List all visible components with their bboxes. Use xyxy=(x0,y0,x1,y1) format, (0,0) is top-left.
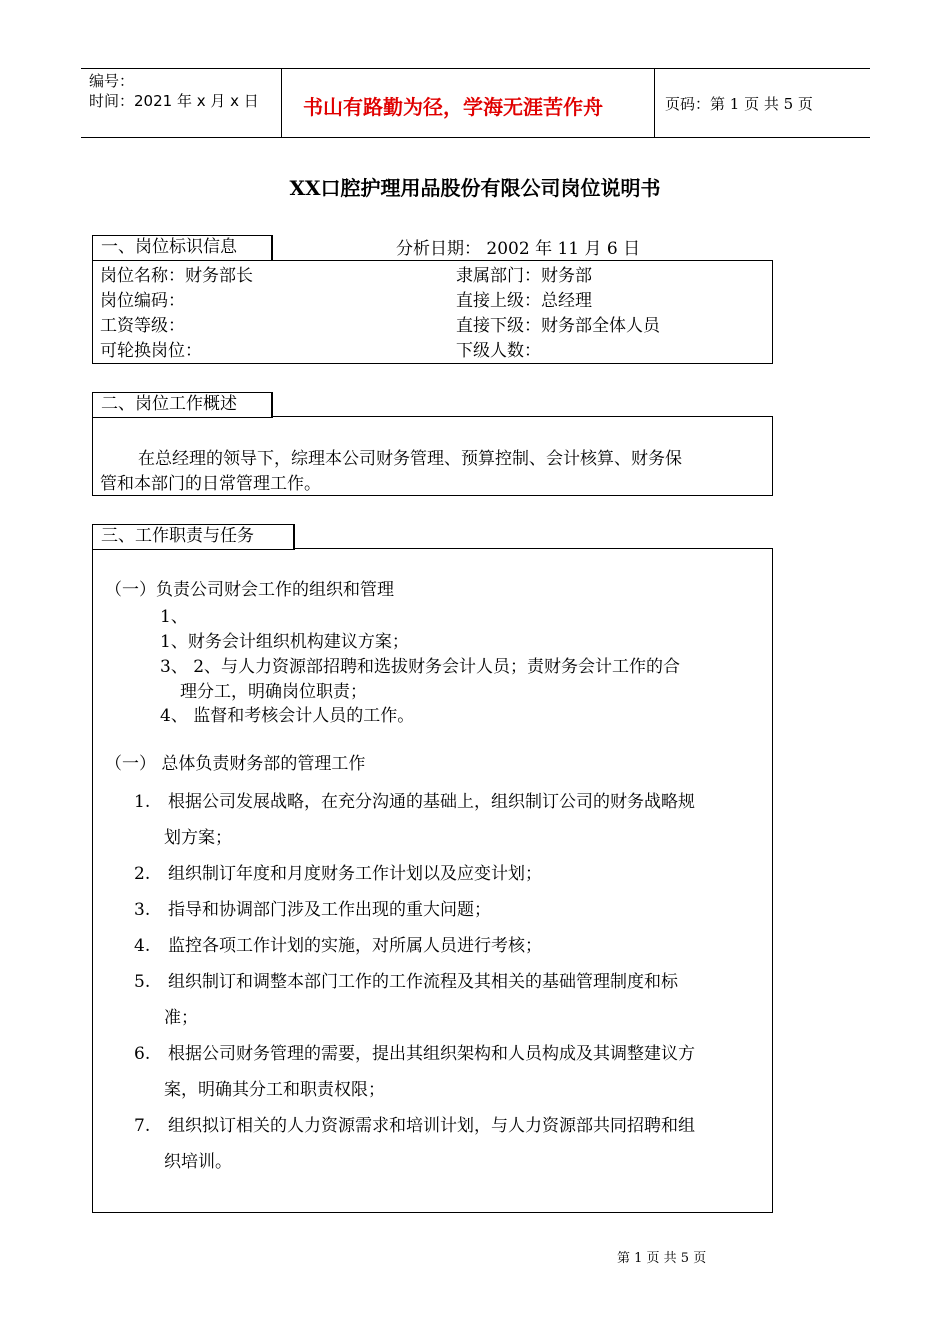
overview-text-line: 管和本部门的日常管理工作。 xyxy=(100,474,321,494)
page-footer: 第 1 页 共 5 页 xyxy=(617,1251,707,1266)
field-direct-subordinates: 直接下级：财务部全体人员 xyxy=(456,316,660,336)
page-header xyxy=(81,68,870,138)
field-rotation-position: 可轮换岗位： xyxy=(100,341,202,361)
duty-text: 根据公司发展战略，在充分沟通的基础上，组织制订公司的财务战略规 xyxy=(168,792,695,812)
section-duties-heading: 三、工作职责与任务 xyxy=(92,524,295,550)
field-department: 隶属部门：财务部 xyxy=(456,266,592,286)
duty-text-continuation: 准； xyxy=(164,1008,198,1028)
duty-number: 4. xyxy=(134,936,151,956)
duty-number: 7. xyxy=(134,1116,151,1136)
overview-text-line: 在总经理的领导下，综理本公司财务管理、预算控制、会计核算、财务保 xyxy=(138,449,682,469)
field-position-name: 岗位名称：财务部长 xyxy=(100,266,253,286)
duty-item: 4、 监督和考核会计人员的工作。 xyxy=(160,706,415,726)
field-direct-superior: 直接上级：总经理 xyxy=(456,291,592,311)
document-number-label: 编号： xyxy=(89,72,135,90)
duty-item-continuation: 理分工，明确岗位职责； xyxy=(180,682,367,702)
page-indicator: 页码：第 1 页 共 5 页 xyxy=(665,95,813,113)
field-salary-grade: 工资等级： xyxy=(100,316,185,336)
section-overview-heading: 二、岗位工作概述 xyxy=(92,392,273,418)
duty-text: 监控各项工作计划的实施，对所属人员进行考核； xyxy=(168,936,542,956)
analysis-date: 分析日期： 2002 年 11 月 6 日 xyxy=(396,239,641,259)
duty-item: 1、财务会计组织机构建议方案； xyxy=(160,632,409,652)
duty-number: 1. xyxy=(134,792,151,812)
duty-text-continuation: 织培训。 xyxy=(164,1152,232,1172)
duty-number: 6. xyxy=(134,1044,151,1064)
duty-number: 5. xyxy=(134,972,151,992)
section-identification-heading: 一、岗位标识信息 xyxy=(92,235,273,261)
header-motto: 书山有路勤为径，学海无涯苦作舟 xyxy=(303,95,603,119)
header-divider xyxy=(281,69,282,137)
duty-text: 组织制订和调整本部门工作的工作流程及其相关的基础管理制度和标 xyxy=(168,972,678,992)
duty-text: 组织制订年度和月度财务工作计划以及应变计划； xyxy=(168,864,542,884)
duty-group-title: （一） 总体负责财务部的管理工作 xyxy=(105,754,366,774)
duty-text: 指导和协调部门涉及工作出现的重大问题； xyxy=(168,900,491,920)
duty-number: 2. xyxy=(134,864,151,884)
field-subordinate-count: 下级人数： xyxy=(456,341,541,361)
header-divider xyxy=(654,69,655,137)
duty-item: 3、 2、与人力资源部招聘和选拔财务会计人员；责财务会计工作的合 xyxy=(160,657,681,677)
duty-group-title: （一）负责公司财会工作的组织和管理 xyxy=(105,580,394,600)
duty-text-continuation: 划方案； xyxy=(164,828,232,848)
duty-text-continuation: 案，明确其分工和职责权限； xyxy=(164,1080,385,1100)
document-title: XX口腔护理用品股份有限公司岗位说明书 xyxy=(289,176,661,200)
duty-number: 3. xyxy=(134,900,151,920)
duty-text: 根据公司财务管理的需要，提出其组织架构和人员构成及其调整建议方 xyxy=(168,1044,695,1064)
field-position-code: 岗位编码： xyxy=(100,291,185,311)
document-time-label: 时间：2021 年 x 月 x 日 xyxy=(89,92,259,110)
duty-text: 组织拟订相关的人力资源需求和培训计划，与人力资源部共同招聘和组 xyxy=(168,1116,695,1136)
duty-item: 1、 xyxy=(160,607,188,627)
